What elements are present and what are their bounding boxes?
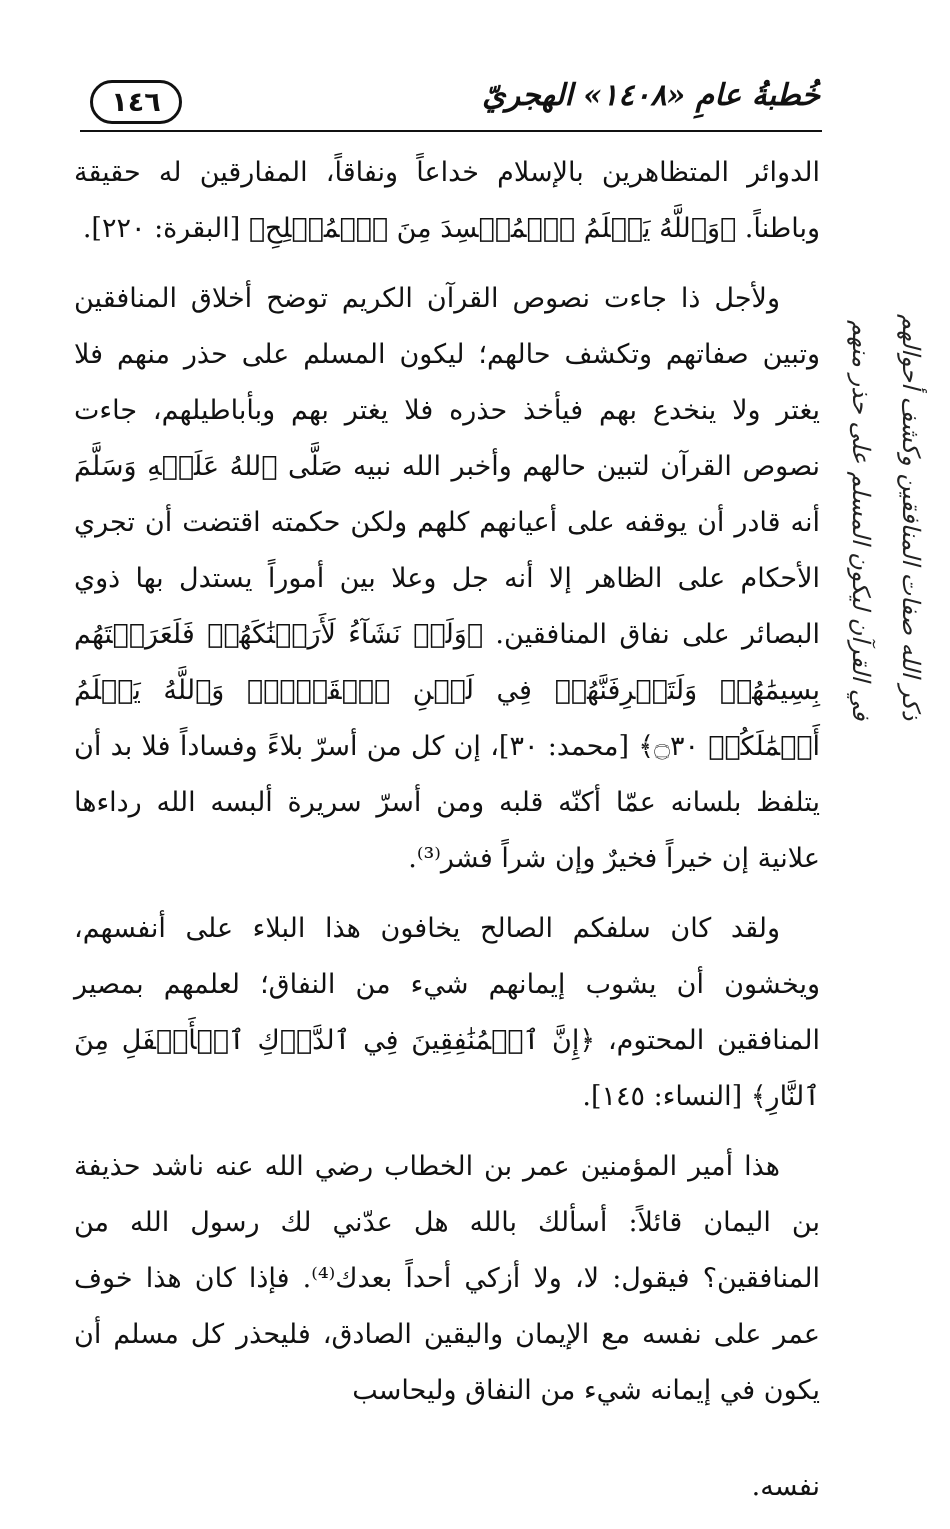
paragraph-5: نفسه. [751, 1471, 820, 1502]
page-body [74, 145, 820, 1529]
running-title: خُطبةُ عامِ «١٤٠٨» الهجريّ [482, 78, 820, 113]
marginal-note [826, 300, 946, 720]
paragraph-3: ولقد كان سلفكم الصالح يخافون هذا البلاء على أنفسهم، ويخشون أن يشوب إيمانهم شيء من النفاق؛ لعلمهم بمصير المنافقين المحتوم، ﴿إِنَّ ٱلۡمُنَٰفِقِينَ فِي ٱلدَّرۡكِ ٱلۡأَسۡفَلِ مِنَ ٱلنَّارِ﴾ [النساء: ١٤٥]. [74, 913, 820, 1112]
paragraph-4: هذا أمير المؤمنين عمر بن الخطاب رضي الله عنه ناشد حذيفة بن اليمان قائلاً: أسألك بالله هل عدّني لك رسول الله من المنافقين؟ فيقول: لا، ولا أزكي أحداً بعدك⁽⁴⁾. فإذا كان هذا خوف عمر على نفسه مع الإيمان واليقين الصادق، فليحذر كل مسلم أن يكون في إيمانه شيء من النفاق وليحاسب [74, 1151, 820, 1406]
page-number-badge: ١٤٦ [90, 80, 182, 124]
margin-note-line-1: ذكر الله صفات المنافقين وكشف أحوالهم [897, 313, 925, 720]
paragraph-1: الدوائر المتظاهرين بالإسلام خداعاً ونفاقاً، المفارقين له حقيقة وباطناً. ﴿وَٱللَّهُ يَعۡلَمُ ٱلۡمُفۡسِدَ مِنَ ٱلۡمُصۡلِحِ﴾ [البقرة: ٢٢٠]. [74, 157, 820, 244]
paragraph-2: ولأجل ذا جاءت نصوص القرآن الكريم توضح أخلاق المنافقين وتبين صفاتهم وتكشف حالهم؛ ليكون المسلم على حذر منهم فلا يغتر ولا ينخدع بهم فيأخذ حذره فلا يغتر بهم وبأباطيلهم، جاءت نصوص القرآن لتبين حالهم وأخبر الله نبيه صَلَّى ٱللهُ عَلَيۡهِ وَسَلَّمَ أنه قادر أن يوقفه على أعيانهم كلهم ولكن حكمته اقتضت أن تجري الأحكام على الظاهر إلا أنه جل وعلا بين أموراً يستدل بها ذوي البصائر على نفاق المنافقين. ﴿وَلَوۡ نَشَآءُ لَأَرَيۡنَٰكَهُمۡ فَلَعَرَفۡتَهُم بِسِيمَٰهُمۡ وَلَتَعۡرِفَنَّهُمۡ فِي لَحۡنِ ٱلۡقَوۡلِۚ وَٱللَّهُ يَعۡلَمُ أَعۡمَٰلَكُمۡ ۝٣٠﴾ [محمد: ٣٠]، إن كل من أسرّ بلاءً وفساداً فلا بد أن يتلفظ بلسانه عمّا أكنّه قلبه ومن أسرّ سريرة ألبسه الله رداءها علانية إن خيراً فخيرٌ وإن شراً فشر⁽³⁾. [74, 283, 820, 874]
page-header [80, 72, 820, 132]
header-divider [80, 130, 822, 132]
margin-note-line-2: في القرآن ليكون المسلم على حذر منهم [847, 319, 875, 720]
